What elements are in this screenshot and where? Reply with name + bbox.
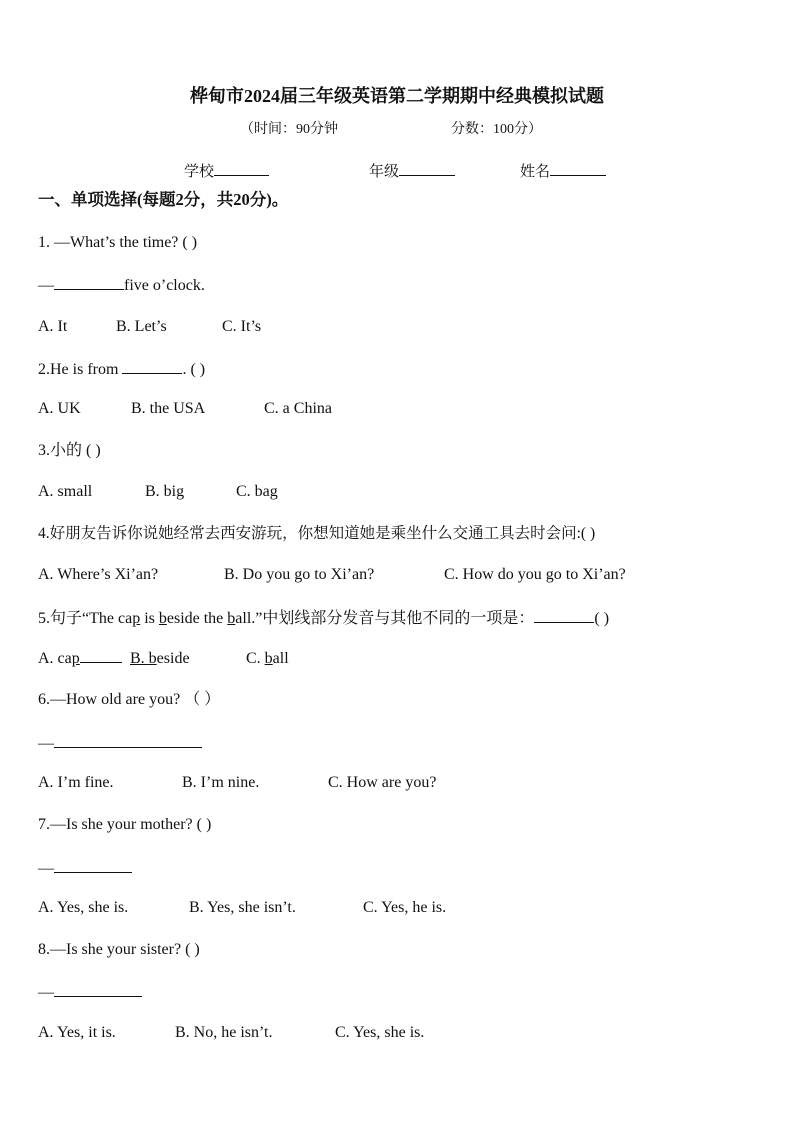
question-4-option-b[interactable]: B. Do you go to Xi’an?	[224, 566, 375, 583]
answer-blank[interactable]	[54, 856, 132, 873]
option-text: C.	[246, 650, 265, 667]
question-4-option-c[interactable]: C. How do you go to Xi’an?	[444, 566, 626, 583]
question-1-stem: 1. —What’s the time? ( )	[38, 234, 198, 251]
stem-paren: ( )	[594, 610, 610, 627]
dash: —	[38, 277, 54, 294]
question-7-option-c[interactable]: C. Yes, he is.	[363, 899, 447, 916]
question-3-option-c[interactable]: C. bag	[236, 483, 278, 500]
underlined-letter: p	[132, 610, 141, 627]
section-heading: 一、单项选择(每题2分，共20分)。	[38, 190, 289, 209]
question-7-option-b[interactable]: B. Yes, she isn’t.	[189, 899, 296, 916]
question-2-option-b[interactable]: B. the USA	[131, 400, 206, 417]
option-text: A. ca	[38, 650, 72, 667]
underlined-letter: b	[148, 650, 157, 667]
page-title: 桦甸市2024届三年级英语第二学期期中经典模拟试题	[190, 86, 604, 106]
stem-part: is	[140, 610, 159, 627]
question-1-answer-line	[38, 273, 205, 297]
question-8-option-b[interactable]: B. No, he isn’t.	[175, 1024, 273, 1041]
question-2-option-a[interactable]: A. UK	[38, 400, 81, 417]
question-1-option-c[interactable]: C. It’s	[222, 318, 262, 335]
name-field	[520, 159, 606, 181]
option-text: all	[272, 650, 289, 667]
question-8-stem: 8.—Is she your sister? ( )	[38, 941, 200, 958]
underlined-letter: b	[264, 650, 273, 667]
question-8-answer-line	[38, 980, 142, 1004]
answer-blank[interactable]	[122, 357, 182, 374]
underlined-letter: b	[227, 610, 236, 627]
underlined-letter: b	[158, 610, 167, 627]
question-1-option-a[interactable]: A. It	[38, 318, 68, 335]
option-text: eside	[156, 650, 190, 667]
answer-suffix: five o’clock.	[124, 277, 205, 294]
answer-blank[interactable]	[534, 606, 594, 623]
question-6-option-a[interactable]: A. I’m fine.	[38, 774, 114, 791]
name-blank[interactable]	[550, 159, 606, 176]
stem-part: eside the	[166, 610, 228, 627]
question-6-option-b[interactable]: B. I’m nine.	[182, 774, 260, 791]
option-text: B.	[130, 650, 149, 667]
question-4-stem: 4.好朋友告诉你说她经常去西安游玩，你想知道她是乘坐什么交通工具去时会问:( )	[38, 525, 596, 542]
question-8-option-c[interactable]: C. Yes, she is.	[335, 1024, 425, 1041]
school-label: 学校	[184, 164, 215, 180]
question-3-stem: 3.小的 ( )	[38, 442, 101, 459]
time-info: （时间：90分钟	[240, 122, 338, 137]
answer-blank[interactable]	[54, 980, 142, 997]
grade-blank[interactable]	[399, 159, 455, 176]
dash: —	[38, 860, 54, 877]
dash: —	[38, 735, 54, 752]
grade-label: 年级	[369, 164, 400, 180]
question-5-stem	[38, 606, 609, 630]
question-6-option-c[interactable]: C. How are you?	[328, 774, 437, 791]
score-info: 分数：100分）	[451, 122, 542, 137]
question-1-option-b[interactable]: B. Let’s	[116, 318, 167, 335]
answer-blank[interactable]	[54, 273, 124, 290]
question-6-stem: 6.—How old are you? （ ）	[38, 691, 221, 708]
question-7-option-a[interactable]: A. Yes, she is.	[38, 899, 129, 916]
question-5-option-b[interactable]	[130, 648, 190, 670]
stem-text: 2.He is from	[38, 361, 123, 378]
question-5-option-c[interactable]	[246, 648, 289, 670]
question-2-option-c[interactable]: C. a China	[264, 400, 332, 417]
stem-paren: . ( )	[182, 361, 206, 378]
question-7-stem: 7.—Is she your mother? ( )	[38, 816, 212, 833]
name-label: 姓名	[520, 164, 551, 180]
question-5-option-a[interactable]	[38, 648, 122, 670]
question-4-option-a[interactable]: A. Where’s Xi’an?	[38, 566, 159, 583]
school-field	[184, 159, 269, 181]
option-underline	[80, 648, 122, 663]
grade-field	[369, 159, 455, 181]
question-2-stem	[38, 357, 205, 381]
question-8-option-a[interactable]: A. Yes, it is.	[38, 1024, 116, 1041]
question-6-answer-line	[38, 731, 202, 755]
dash: —	[38, 984, 54, 1001]
answer-blank[interactable]	[54, 731, 202, 748]
school-blank[interactable]	[214, 159, 269, 176]
stem-part: 5.句子“The ca	[38, 610, 133, 627]
stem-part: all.”中划线部分发音与其他不同的一项是：	[235, 610, 535, 627]
underlined-letter: p	[71, 650, 80, 667]
question-3-option-a[interactable]: A. small	[38, 483, 93, 500]
question-3-option-b[interactable]: B. big	[145, 483, 185, 500]
question-7-answer-line	[38, 856, 132, 880]
